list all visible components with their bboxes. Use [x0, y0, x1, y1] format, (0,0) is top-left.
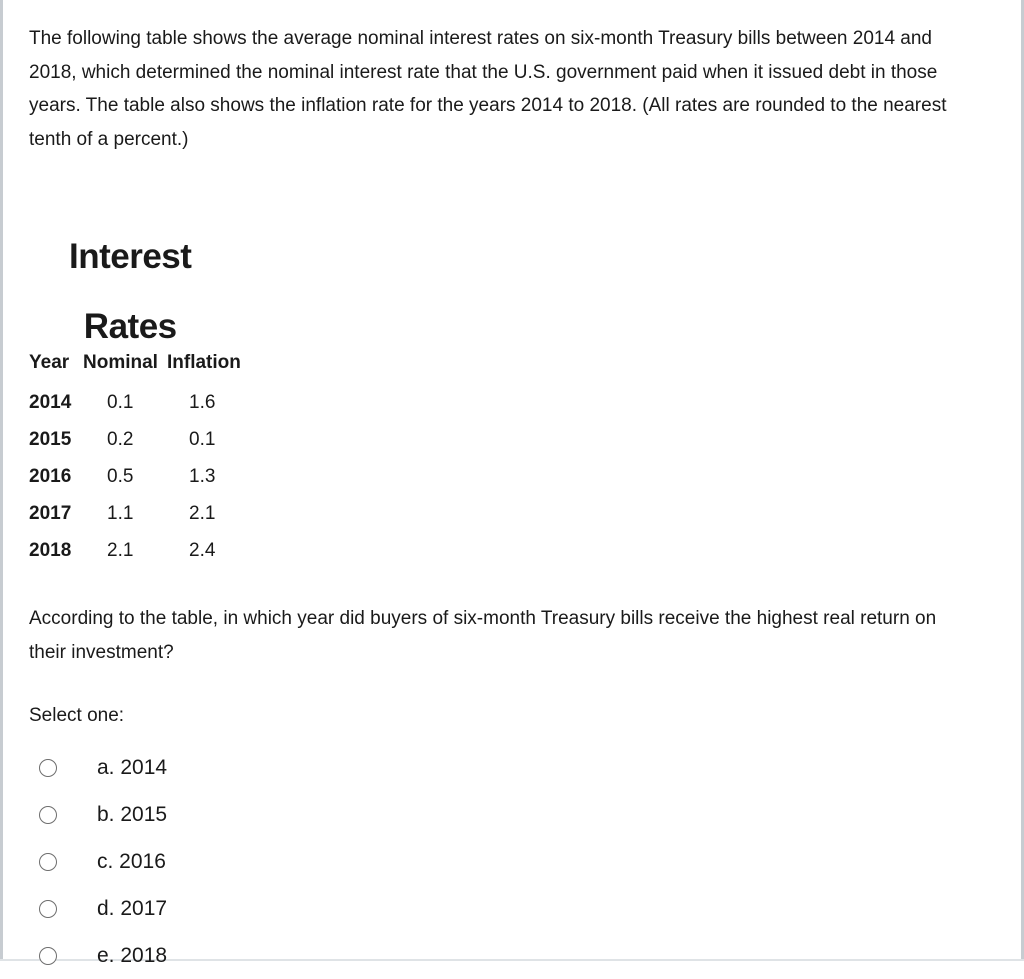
cell-inflation: 1.3: [189, 465, 216, 487]
cell-year: 2014: [29, 391, 72, 413]
answer-option-e[interactable]: [39, 932, 167, 979]
answer-option-a[interactable]: [39, 744, 167, 791]
header-inflation: Inflation: [167, 352, 241, 373]
radio-button[interactable]: [39, 806, 57, 824]
answer-option-label[interactable]: d. 2017: [97, 896, 168, 920]
table-row: [29, 495, 241, 532]
radio-button[interactable]: [39, 853, 57, 871]
table-title-line1: Interest: [69, 237, 192, 276]
answer-option-d[interactable]: [39, 885, 167, 932]
cell-inflation: 0.1: [189, 428, 216, 450]
interest-rates-table: [29, 352, 241, 569]
question-intro-text: The following table shows the average nominal interest rates on six-month Treasury bills between 2014 and 2018, which determined the nominal interest rate that the U.S. government paid when it issued debt in those years. The table also shows the inflation rate for the years 2014 to 2018. (All rates are rounded to the nearest tenth of a percent.): [29, 28, 947, 150]
radio-button[interactable]: [39, 900, 57, 918]
answer-option-label[interactable]: c. 2016: [97, 849, 166, 873]
cell-nominal: 0.1: [107, 391, 134, 413]
question-prompt: According to the table, in which year did buyers of six-month Treasury bills receive the highest real return on their investment?: [29, 608, 937, 663]
cell-year: 2018: [29, 539, 72, 561]
answer-options: [39, 744, 167, 979]
cell-inflation: 2.1: [189, 502, 216, 524]
cell-nominal: 1.1: [107, 502, 134, 524]
table-title: [69, 222, 191, 362]
answer-option-label[interactable]: e. 2018: [97, 943, 168, 967]
table-title-line2: Rates: [83, 307, 177, 346]
answer-option-b[interactable]: [39, 791, 167, 838]
table-row: [29, 384, 241, 421]
question-content: [29, 22, 964, 967]
cell-nominal: 0.5: [107, 465, 134, 487]
table-header-row: [29, 352, 241, 384]
content-frame-left-border: [0, 0, 3, 961]
radio-button[interactable]: [39, 947, 57, 965]
select-one-label: Select one:: [29, 705, 125, 726]
answer-option-c[interactable]: [39, 838, 167, 885]
answer-option-label[interactable]: a. 2014: [97, 755, 168, 779]
cell-inflation: 2.4: [189, 539, 216, 561]
cell-inflation: 1.6: [189, 391, 216, 413]
cell-year: 2016: [29, 465, 72, 487]
cell-nominal: 0.2: [107, 428, 134, 450]
cell-year: 2015: [29, 428, 72, 450]
table-row: [29, 458, 241, 495]
radio-button[interactable]: [39, 759, 57, 777]
table-row: [29, 421, 241, 458]
answer-option-label[interactable]: b. 2015: [97, 802, 168, 826]
table-row: [29, 532, 241, 569]
header-nominal: Nominal: [83, 352, 158, 373]
header-year: Year: [29, 352, 70, 373]
cell-year: 2017: [29, 502, 72, 524]
cell-nominal: 2.1: [107, 539, 134, 561]
